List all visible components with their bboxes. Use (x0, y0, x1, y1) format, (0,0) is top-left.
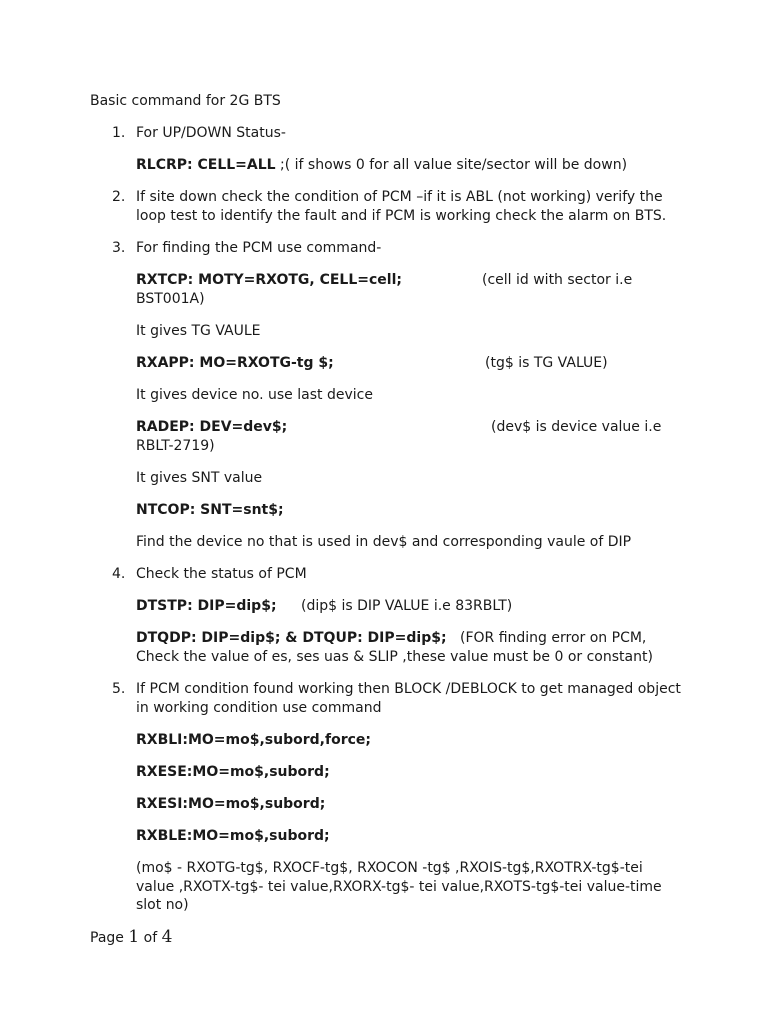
command-note: (FOR finding error on PCM, (460, 630, 647, 646)
list-number: 1. (112, 125, 126, 141)
body-text: It gives TG VAULE (136, 323, 261, 339)
command-note: Check the value of es, ses uas & SLIP ,these value must be 0 or constant) (136, 649, 653, 665)
command-note: (cell id with sector i.e (482, 272, 633, 288)
command-rxbli: RXBLI:MO=mo$,subord,force; (136, 732, 371, 748)
command-dtqdp: DTQDP: DIP=dip$; & DTQUP: DIP=dip$; (136, 630, 447, 646)
list-item-text: loop test to identify the fault and if PCM is working check the alarm on BTS. (136, 208, 667, 224)
list-number: 5. (112, 681, 126, 697)
list-item-text: For UP/DOWN Status- (136, 125, 286, 141)
command-rxtcp: RXTCP: MOTY=RXOTG, CELL=cell; (136, 272, 402, 288)
mo-note: (mo$ - RXOTG-tg$, RXOCF-tg$, RXOCON -tg$ ,RXOIS-tg$,RXOTRX-tg$-tei (136, 860, 643, 876)
page-label: Page (90, 930, 129, 946)
list-number: 2. (112, 189, 126, 205)
command-rxapp: RXAPP: MO=RXOTG-tg $; (136, 355, 334, 371)
mo-note: slot no) (136, 897, 189, 913)
command-note: RBLT-2719) (136, 438, 215, 454)
list-item-text: Check the status of PCM (136, 566, 307, 582)
body-text: Find the device no that is used in dev$ and corresponding vaule of DIP (136, 534, 632, 550)
body-text: It gives SNT value (136, 470, 263, 486)
command-note: ;( if shows 0 for all value site/sector will be down) (275, 157, 628, 173)
command-note: (tg$ is TG VALUE) (485, 355, 608, 371)
command-rxesi: RXESI:MO=mo$,subord; (136, 796, 326, 812)
list-number: 4. (112, 566, 126, 582)
list-item-text: For finding the PCM use command- (136, 240, 382, 256)
command-rxble: RXBLE:MO=mo$,subord; (136, 828, 330, 844)
command-rlcrp: RLCRP: CELL=ALL (136, 157, 276, 173)
mo-note: value ,RXOTX-tg$- tei value,RXORX-tg$- tei value,RXOTS-tg$-tei value-time (136, 879, 662, 895)
page-number: 1 (128, 927, 140, 947)
page-footer (90, 927, 172, 948)
list-number: 3. (112, 240, 126, 256)
list-item-text: If PCM condition found working then BLOCK /DEBLOCK to get managed object (136, 681, 681, 697)
document-heading: Basic command for 2G BTS (90, 93, 281, 109)
command-dtstp: DTSTP: DIP=dip$; (136, 598, 277, 614)
command-note: BST001A) (136, 291, 205, 307)
page-total: 4 (161, 927, 173, 947)
list-item-text: If site down check the condition of PCM –if it is ABL (not working) verify the (136, 189, 663, 205)
command-radep: RADEP: DEV=dev$; (136, 419, 288, 435)
command-rxese: RXESE:MO=mo$,subord; (136, 764, 330, 780)
body-text: It gives device no. use last device (136, 387, 373, 403)
command-note: (dip$ is DIP VALUE i.e 83RBLT) (301, 598, 513, 614)
list-item-text: in working condition use command (136, 700, 382, 716)
command-line (136, 156, 627, 174)
page-of-label: of (139, 930, 162, 946)
command-note: (dev$ is device value i.e (491, 419, 662, 435)
command-ntcop: NTCOP: SNT=snt$; (136, 502, 284, 518)
